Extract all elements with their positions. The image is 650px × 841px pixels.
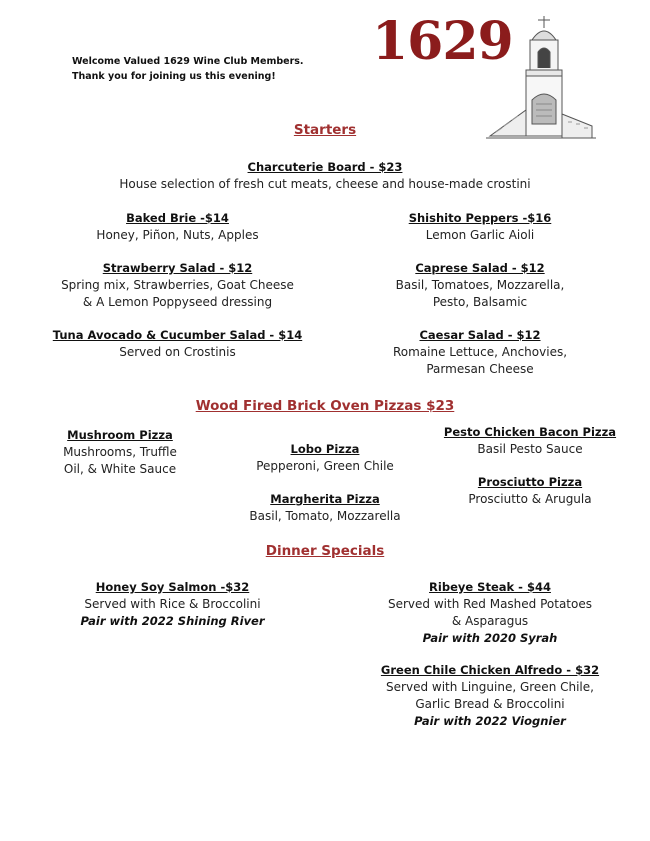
- item-title: Green Chile Chicken Alfredo - $32: [380, 663, 600, 677]
- item-title: Margherita Pizza: [270, 492, 380, 506]
- item-title: Caesar Salad - $12: [419, 328, 541, 342]
- item-desc-1: Spring mix, Strawberries, Goat Cheese: [61, 278, 294, 292]
- pizzas-heading: Wood Fired Brick Oven Pizzas $23: [195, 398, 455, 414]
- welcome-message: [72, 54, 304, 84]
- item-title: Ribeye Steak - $44: [429, 580, 551, 594]
- pesto-chicken-pizza-item: [430, 424, 630, 458]
- shishito-item: [360, 210, 600, 244]
- ribeye-item: [355, 579, 625, 647]
- lobo-pizza-item: [230, 441, 420, 475]
- prosciutto-pizza-item: [430, 474, 630, 508]
- alfredo-item: [355, 662, 625, 730]
- baked-brie-item: [45, 210, 310, 244]
- wine-pairing: Pair with 2022 Shining River: [80, 614, 265, 628]
- item-desc: Pepperoni, Green Chile: [256, 459, 394, 473]
- item-desc: Honey, Piñon, Nuts, Apples: [96, 228, 259, 242]
- item-desc-2: & A Lemon Poppyseed dressing: [82, 295, 273, 309]
- item-desc-1: Basil, Tomatoes, Mozzarella,: [395, 278, 565, 292]
- item-desc-2: Oil, & White Sauce: [63, 462, 177, 476]
- mushroom-pizza-item: [40, 427, 200, 478]
- welcome-line-1: Welcome Valued 1629 Wine Club Members.: [72, 56, 304, 67]
- item-desc: Prosciutto & Arugula: [468, 492, 592, 506]
- item-title: Shishito Peppers -$16: [408, 211, 552, 225]
- wine-pairing: Pair with 2020 Syrah: [422, 631, 558, 645]
- strawberry-salad-item: [45, 260, 310, 311]
- item-title: Pesto Chicken Bacon Pizza: [443, 425, 617, 439]
- dinner-heading: Dinner Specials: [265, 543, 385, 559]
- item-title: Caprese Salad - $12: [415, 261, 545, 275]
- item-title: Mushroom Pizza: [67, 428, 173, 442]
- item-desc-2: Parmesan Cheese: [426, 362, 534, 376]
- item-desc: Served on Crostinis: [119, 345, 236, 359]
- item-title: Prosciutto Pizza: [477, 475, 583, 489]
- item-desc: Lemon Garlic Aioli: [425, 228, 535, 242]
- salmon-item: [55, 579, 290, 630]
- item-title: Baked Brie -$14: [126, 211, 229, 225]
- starters-heading: Starters: [293, 122, 357, 138]
- item-title: Charcuterie Board - $23: [247, 160, 403, 174]
- caesar-salad-item: [360, 327, 600, 378]
- item-desc-2: & Asparagus: [451, 614, 529, 628]
- item-desc: Basil, Tomato, Mozzarella: [249, 509, 401, 523]
- tuna-salad-item: [45, 327, 310, 361]
- item-desc-1: Romaine Lettuce, Anchovies,: [392, 345, 568, 359]
- item-desc-1: Served with Linguine, Green Chile,: [386, 680, 594, 694]
- charcuterie-item: [0, 159, 650, 193]
- item-desc: House selection of fresh cut meats, cheese and house-made crostini: [119, 177, 531, 191]
- caprese-salad-item: [360, 260, 600, 311]
- item-desc-2: Garlic Bread & Broccolini: [415, 697, 565, 711]
- item-desc-2: Pesto, Balsamic: [432, 295, 528, 309]
- margherita-pizza-item: [230, 491, 420, 525]
- logo-1629: 1629: [372, 11, 513, 72]
- welcome-line-2: Thank you for joining us this evening!: [72, 71, 276, 82]
- item-title: Lobo Pizza: [290, 442, 360, 456]
- item-title: Honey Soy Salmon -$32: [95, 580, 250, 594]
- item-desc: Basil Pesto Sauce: [477, 442, 583, 456]
- item-desc: Served with Rice & Broccolini: [84, 597, 261, 611]
- item-desc-1: Mushrooms, Truffle: [63, 445, 177, 459]
- item-desc-1: Served with Red Mashed Potatoes: [387, 597, 592, 611]
- item-title: Strawberry Salad - $12: [102, 261, 253, 275]
- wine-pairing: Pair with 2022 Viognier: [414, 714, 566, 728]
- item-title: Tuna Avocado & Cucumber Salad - $14: [52, 328, 303, 342]
